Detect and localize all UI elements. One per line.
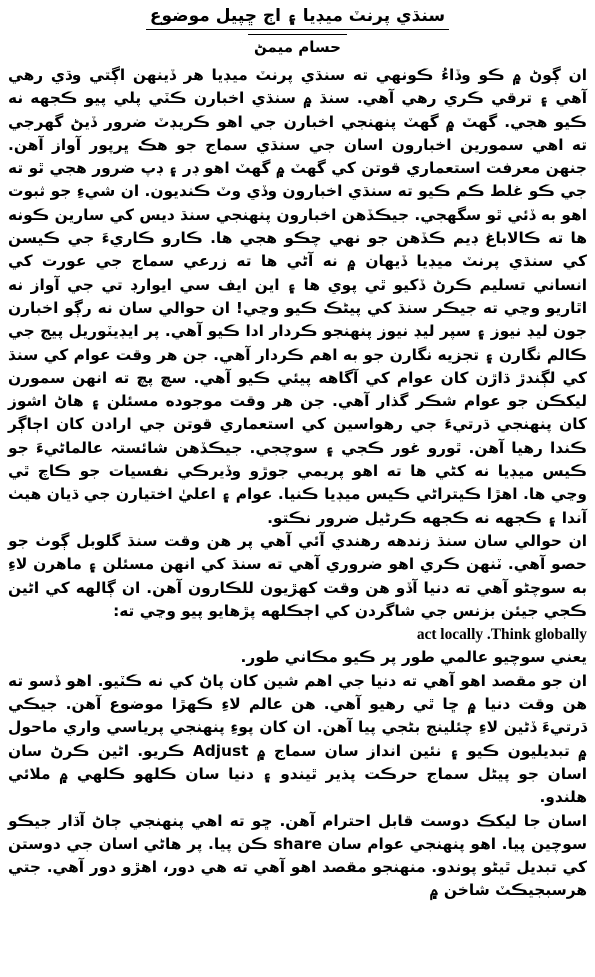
body-paragraph-2: ان حوالي سان سنڌ زندهه رهندي آئي آهي پر هن وقت سنڌ گلوبل ڳوٺ جو حصو آهي. ٽنهن ڪري اهو ضروري آهي ته سنڌ کي انهن مسئلن ۽ ماهرن لاءِ به سوچڻو آهي ته دنيا آڏو هن وقت کهڙيون للڪارون آهن. ان ڳالهه کي اڻين ڪجي جيئن بزنس جي شاگردن کي اڄڪلهه پڙهايو پيو وڃي ته: [8,531,587,620]
english-quote-line: act locally .Think globally [416,626,587,644]
body-paragraph-5: اسان جا ليکڪ دوست قابل احترام آهن. ڇو ته اهي پنهنجي ڄاڻ آڌار جيڪو سوچين پيا. اهو پنهنجي عوام سان share ڪن پيا. پر هاڻي اسان جي دوستن کي تبديل ٿيڻو پوندو. منهنجو مقصد اهو آهي ته هي دور، اهڙو دور آهي. جتي هرسبجيڪٽ شاخن ۾ [8,811,587,900]
body-paragraph-1: ان ڳوڻ ۾ ڪو وڏاءُ ڪونهي ته سنڌي پرنٽ ميڊيا هر ڏينهن اڳتي وڌي رهي آهي ۽ ترقي ڪري رهي آهي. سنڌ ۾ سنڌي اخبارن ڪٽي پلي پيو ڪجهه نه ڪيو هجي. گهٽ ۾ گهٽ پنهنجي اخبارن جي اهو ڪريڊٽ ضرور ڏيڻ گهرجي ته اهي سمورين اخبارون اسان جي سنڌي سماج جو هڪ ڀرپور آواز آهن. جنهن معرفت استعماري قوتن کي گهٽ ۾ گهٽ اهو ڊر ۽ ڊپ ضرور هجي ٿو ته جي ڪو غلط ڪم ڪيو ته سنڌي اخبارون وڏي وٽ ڪنديون. ان شيءِ جو ثبوت اهو به ڏئي ٿو سگهجي. جيڪڏهن اخبارون پنهنجي سنڌ ديس کي سارين ڪونه ها ته ڪالاباغ ڊيم ڪڏهن جو نهي چڪو هجي ها. ڪارو ڪاريءَ جي ڪيسن کي سنڌي پرنٽ ميڊيا ڏيهان ۾ نه آڻي ها ته زرعي سماج جي عورت کي انساني تسليم ڪرڻ ڏکيو ٿي پوي ها ۽ اين ايف سي ايوارڊ تي جي آواز نه اٿاريو وڃي ته جيڪر سنڌ کي پيڻڪ ڪيو وڃي! ان حوالي سان نه رڳو اخبارن جون ليڊ نيوز ۽ سپر ليڊ نيوز پنهنجو ڪردار ادا ڪيو آهي. پر ايڊيٽوريل پيج جي ڪالم نگارن ۽ تجزيه نگارن جو به اهم ڪردار آهي. جن هر وقت عوام کي سنڌ کي لڳندڙ ڌاڙن کان عوام کي آگاهه پيئي ڪيو آهي. سچ پچ ته انهن سمورن ليکڪن جو عوام شڪر گذار آهي. جن هر وقت موجوده مسئلن ۽ هاڻ اشوز کان پنهنجي ڌرتيءَ جي رهواسين کي استعماري قوتن جي ارادن کان اڄاڳر ڪندا رهيا آهن. ٿورو غور ڪجي ۽ سوچجي. جيڪڏهن شائستہ عالماڻيءَ جو ڪيس ميڊيا نه کڻي ها ته اهو پريمي جوڙو وڏيرڪي نفسيات جو ڪاچ ٿي وڃي ها. اهڙا ڪيتراڻي ڪيس ميڊيا ڪنيا. عوام ۽ اعليٰ اختيارن جي ڌيان هيٺ آندا ۽ ڪجهه نه ڪجهه ڪرڻيل ضرور نڪتو. [8,66,587,527]
article-author-text: حسام ميمڻ [248,34,347,58]
article-author [8,34,587,58]
body-paragraph-3: يعني سوچيو عالمي طور پر ڪيو مڪاني طور. [240,648,587,667]
body-paragraph-4: ان جو مقصد اهو آهي ته دنيا جي اهم شين کان پاڻ کي نه ڪٽيو. اهو ڏسو ته هن وقت دنيا ۾ ڇا ٿي رهيو آهي. هن عالم لاءِ ڪهڙا موضوع آهن. جيڪي ڌرتيءَ ڏڻين لاءِ چئلينج بڻجي پيا آهن. ان کان پوءِ پنهنجي پرياسي واري ماحول ۾ تبديليون ڪيو ۽ نئين انداز سان سماج ۾ Adjust ڪريو. اڻين ڪرڻ سان اسان جو پيڻل سماج حرڪت پذير ٿيندو ۽ دنيا سان ڪلهو ڪلهي ۾ ملائي هلندو. [8,671,588,807]
article-title-text: سنڌي پرنٽ ميڊيا ۽ اڄ ڇپيل موضوع [146,4,449,30]
article-title [8,4,587,30]
article-body [8,64,587,903]
